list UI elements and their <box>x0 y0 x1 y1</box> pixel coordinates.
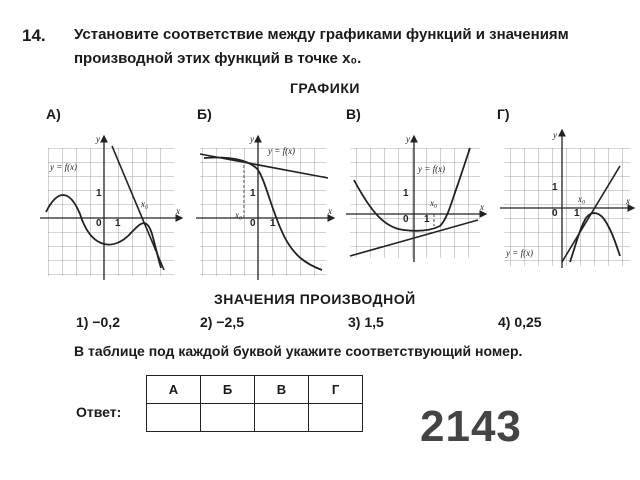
zero-b: 0 <box>250 218 256 229</box>
task-text-line2: производной этих функций в точке x₀. <box>74 50 362 67</box>
graph-panel-b <box>196 134 334 280</box>
x-label-v: x <box>480 202 484 212</box>
x-label-g: x <box>626 196 630 206</box>
x-label-a: x <box>176 206 180 216</box>
answer-cell-v[interactable] <box>255 404 309 432</box>
answer-col-v: В <box>255 376 309 404</box>
x-label-b: x <box>328 206 332 216</box>
option-4: 4) 0,25 <box>498 314 542 330</box>
one-a: 1 <box>115 218 121 229</box>
graph-panel-v <box>346 134 486 262</box>
func-label-v: y = f(x) <box>418 164 446 174</box>
answer-cell-g[interactable] <box>309 404 363 432</box>
graph-panel-g <box>500 130 634 268</box>
func-label-b: y = f(x) <box>268 146 296 156</box>
one-y-a: 1 <box>96 188 102 199</box>
one-v: 1 <box>424 214 430 225</box>
answer-cell-a[interactable] <box>147 404 201 432</box>
task-number: 14. <box>22 26 46 45</box>
x0-label-v: x₀ <box>430 198 438 208</box>
answer-col-g: Г <box>309 376 363 404</box>
one-y-v: 1 <box>403 188 409 199</box>
one-b: 1 <box>270 218 276 229</box>
one-g: 1 <box>574 208 580 219</box>
zero-v: 0 <box>403 214 409 225</box>
panel-label-b: Б) <box>197 106 212 122</box>
option-3: 3) 1,5 <box>348 314 384 330</box>
answer-col-b: Б <box>201 376 255 404</box>
answer-label: Ответ: <box>76 404 122 420</box>
panel-label-a: А) <box>46 106 61 122</box>
one-y-g: 1 <box>552 182 558 193</box>
y-label-v: y <box>406 134 410 144</box>
answer-col-a: А <box>147 376 201 404</box>
func-label-a: y = f(x) <box>50 162 78 172</box>
x0-label-b: x₀ <box>235 210 243 220</box>
func-label-g: y = f(x) <box>506 248 534 258</box>
answer-input-row <box>147 404 363 432</box>
y-label-b: y <box>250 134 254 144</box>
answer-table <box>146 375 363 432</box>
panel-label-g: Г) <box>497 106 510 122</box>
grid-b <box>200 148 326 276</box>
panel-label-v: В) <box>346 106 361 122</box>
graphs-heading: ГРАФИКИ <box>290 80 360 96</box>
zero-g: 0 <box>552 208 558 219</box>
option-1: 1) −0,2 <box>76 314 120 330</box>
x0-label-g: x₀ <box>578 194 586 204</box>
task-text-line1: Установите соответствие между графиками функций и значениям <box>74 26 569 43</box>
grid-v <box>350 148 480 258</box>
y-label-g: y <box>553 130 557 140</box>
one-y-b: 1 <box>250 188 256 199</box>
answer-header-row <box>147 376 363 404</box>
graph-panel-a <box>40 134 182 280</box>
values-heading: ЗНАЧЕНИЯ ПРОИЗВОДНОЙ <box>214 291 416 307</box>
zero-a: 0 <box>96 218 102 229</box>
option-2: 2) −2,5 <box>200 314 244 330</box>
x0-label-a: x₀ <box>141 199 149 209</box>
instruction-text: В таблице под каждой буквой укажите соответствующий номер. <box>74 343 523 359</box>
answer-cell-b[interactable] <box>201 404 255 432</box>
answer-value: 2143 <box>420 402 522 451</box>
y-label-a: y <box>96 134 100 144</box>
